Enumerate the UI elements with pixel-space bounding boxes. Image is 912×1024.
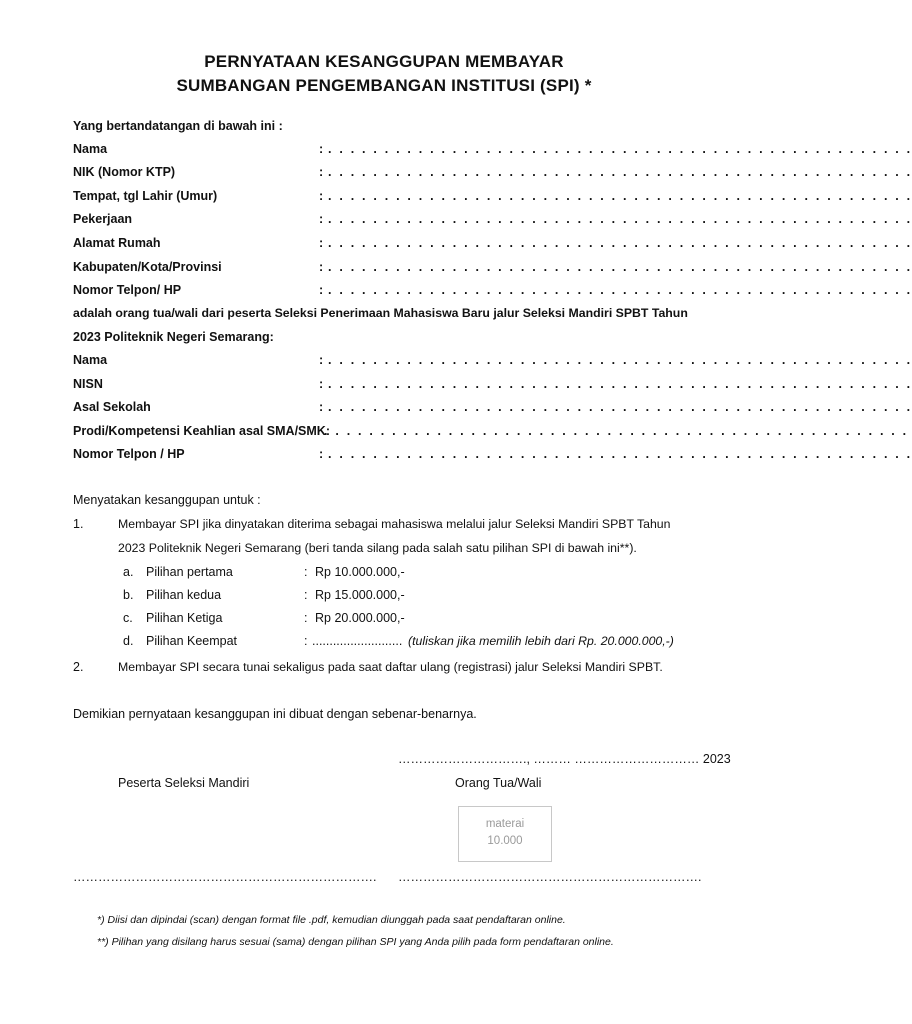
field-colon: : — [319, 212, 324, 226]
intro-text: Yang bertandatangan di bawah ini : — [73, 119, 283, 133]
item1-line1: Membayar SPI jika dinyatakan diterima sebagai mahasiswa melalui jalur Seleksi Mandiri SPBT Tahun — [118, 517, 671, 531]
guardian-signature-line: ………………………………………………………………. — [398, 870, 702, 884]
field-label: Asal Sekolah — [73, 400, 151, 414]
place-date-line: …………………………., ……… ………………………… 2023 — [398, 752, 731, 766]
commitment-heading: Menyatakan kesanggupan untuk : — [73, 493, 261, 507]
field-blank: . . . . . . . . . . . . . . . . . . . . . . . . . . . . . . . . . . . . . . . . . . . . . . . . . . . . — [328, 142, 912, 156]
option-colon: : — [304, 611, 308, 625]
field-label: Prodi/Kompetensi Keahlian asal SMA/SMK: — [73, 424, 330, 438]
option-colon: : — [304, 565, 308, 579]
field-label: Nama — [73, 353, 108, 367]
field-label: Alamat Rumah — [73, 236, 161, 250]
option-note: (tuliskan jika memilih lebih dari Rp. 20.000.000,-) — [408, 634, 674, 648]
field-blank: . . . . . . . . . . . . . . . . . . . . . . . . . . . . . . . . . . . . . . . . . . . . . . . . . . . . — [328, 353, 912, 367]
option-value: .......................... — [312, 634, 403, 648]
field-blank: . . . . . . . . . . . . . . . . . . . . . . . . . . . . . . . . . . . . . . . . . . . . . . . . . . . . — [328, 165, 912, 179]
statement-line1: adalah orang tua/wali dari peserta Seleksi Penerimaan Mahasiswa Baru jalur Seleksi Mandiri SPBT Tahun — [73, 306, 688, 320]
field-colon: : — [319, 236, 324, 250]
field-label: Kabupaten/Kota/Provinsi — [73, 260, 222, 274]
field-colon: : — [319, 283, 324, 297]
option-name: Pilihan Ketiga — [146, 611, 223, 625]
field-colon: : — [319, 353, 324, 367]
footnote-2: **) Pilihan yang disilang harus sesuai (sama) dengan pilihan SPI yang Anda pilih pada form pendaftaran online. — [97, 936, 614, 948]
stamp-label: materai — [485, 818, 525, 830]
field-blank: . . . . . . . . . . . . . . . . . . . . . . . . . . . . . . . . . . . . . . . . . . . . . . . . . . . . — [328, 212, 912, 226]
footnote-1: *) Diisi dan dipindai (scan) dengan format file .pdf, kemudian diunggah pada saat pendaftaran online. — [97, 914, 566, 926]
option-colon: : — [304, 588, 308, 602]
field-colon: : — [319, 447, 324, 461]
option-value: Rp 15.000.000,- — [315, 588, 405, 602]
field-colon: : — [319, 189, 324, 203]
field-label: Nomor Telpon/ HP — [73, 283, 182, 297]
document-title-line2: SUMBANGAN PENGEMBANGAN INSTITUSI (SPI) * — [176, 76, 592, 95]
field-label: Nama — [73, 142, 108, 156]
field-blank: . . . . . . . . . . . . . . . . . . . . . . . . . . . . . . . . . . . . . . . . . . . . . . . . . . . . — [328, 377, 912, 391]
item-number: 2. — [73, 660, 84, 674]
participant-label: Peserta Seleksi Mandiri — [118, 776, 250, 790]
stamp-value: 10.000 — [487, 835, 523, 847]
option-value: Rp 10.000.000,- — [315, 565, 405, 579]
field-colon: : — [319, 142, 324, 156]
option-colon: : — [304, 634, 308, 648]
field-label: NISN — [73, 377, 103, 391]
field-blank: . . . . . . . . . . . . . . . . . . . . . . . . . . . . . . . . . . . . . . . . . . . . . . . . . . . . — [328, 236, 912, 250]
option-value: Rp 20.000.000,- — [315, 611, 405, 625]
field-label: Tempat, tgl Lahir (Umur) — [73, 189, 218, 203]
option-name: Pilihan kedua — [146, 588, 222, 602]
field-label: Pekerjaan — [73, 212, 133, 226]
closing-text: Demikian pernyataan kesanggupan ini dibuat dengan sebenar-benarnya. — [73, 707, 477, 721]
option-letter: a. — [123, 565, 134, 579]
field-blank: . . . . . . . . . . . . . . . . . . . . . . . . . . . . . . . . . . . . . . . . . . . . . . . . . . . . — [328, 189, 912, 203]
option-letter: c. — [123, 611, 133, 625]
field-label: NIK (Nomor KTP) — [73, 165, 176, 179]
field-colon: : — [319, 165, 324, 179]
item-number: 1. — [73, 517, 84, 531]
statement-line2: 2023 Politeknik Negeri Semarang: — [73, 330, 274, 344]
field-colon: : — [319, 377, 324, 391]
field-blank: . . . . . . . . . . . . . . . . . . . . . . . . . . . . . . . . . . . . . . . . . . . . . . . . . . . . — [328, 260, 912, 274]
field-colon: : — [319, 260, 324, 274]
field-blank: . . . . . . . . . . . . . . . . . . . . . . . . . . . . . . . . . . . . . . . . . . . . . . . . . . . . — [328, 447, 912, 461]
field-colon: : — [319, 400, 324, 414]
option-name: Pilihan pertama — [146, 565, 233, 579]
option-letter: b. — [123, 588, 134, 602]
stamp-duty-box — [458, 806, 552, 862]
item2-text: Membayar SPI secara tunai sekaligus pada saat daftar ulang (registrasi) jalur Seleksi Mandiri SPBT. — [118, 660, 663, 674]
field-label: Nomor Telpon / HP — [73, 447, 185, 461]
guardian-label: Orang Tua/Wali — [455, 776, 542, 790]
field-blank: . . . . . . . . . . . . . . . . . . . . . . . . . . . . . . . . . . . . . . . . . . . . . . . . . . . . — [328, 283, 912, 297]
item1-line2: 2023 Politeknik Negeri Semarang (beri tanda silang pada salah satu pilihan SPI di bawah ini**). — [118, 541, 637, 555]
option-letter: d. — [123, 634, 134, 648]
field-blank: . . . . . . . . . . . . . . . . . . . . . . . . . . . . . . . . . . . . . . . . . . . . . . . . . . . . — [328, 400, 912, 414]
option-name: Pilihan Keempat — [146, 634, 238, 648]
document-title-line1: PERNYATAAN KESANGGUPAN MEMBAYAR — [204, 52, 564, 71]
participant-signature-line: ………………………………………………………………. — [73, 870, 377, 884]
field-blank: . . . . . . . . . . . . . . . . . . . . . . . . . . . . . . . . . . . . . . . . . . . . . . . . . . . . — [324, 424, 909, 438]
